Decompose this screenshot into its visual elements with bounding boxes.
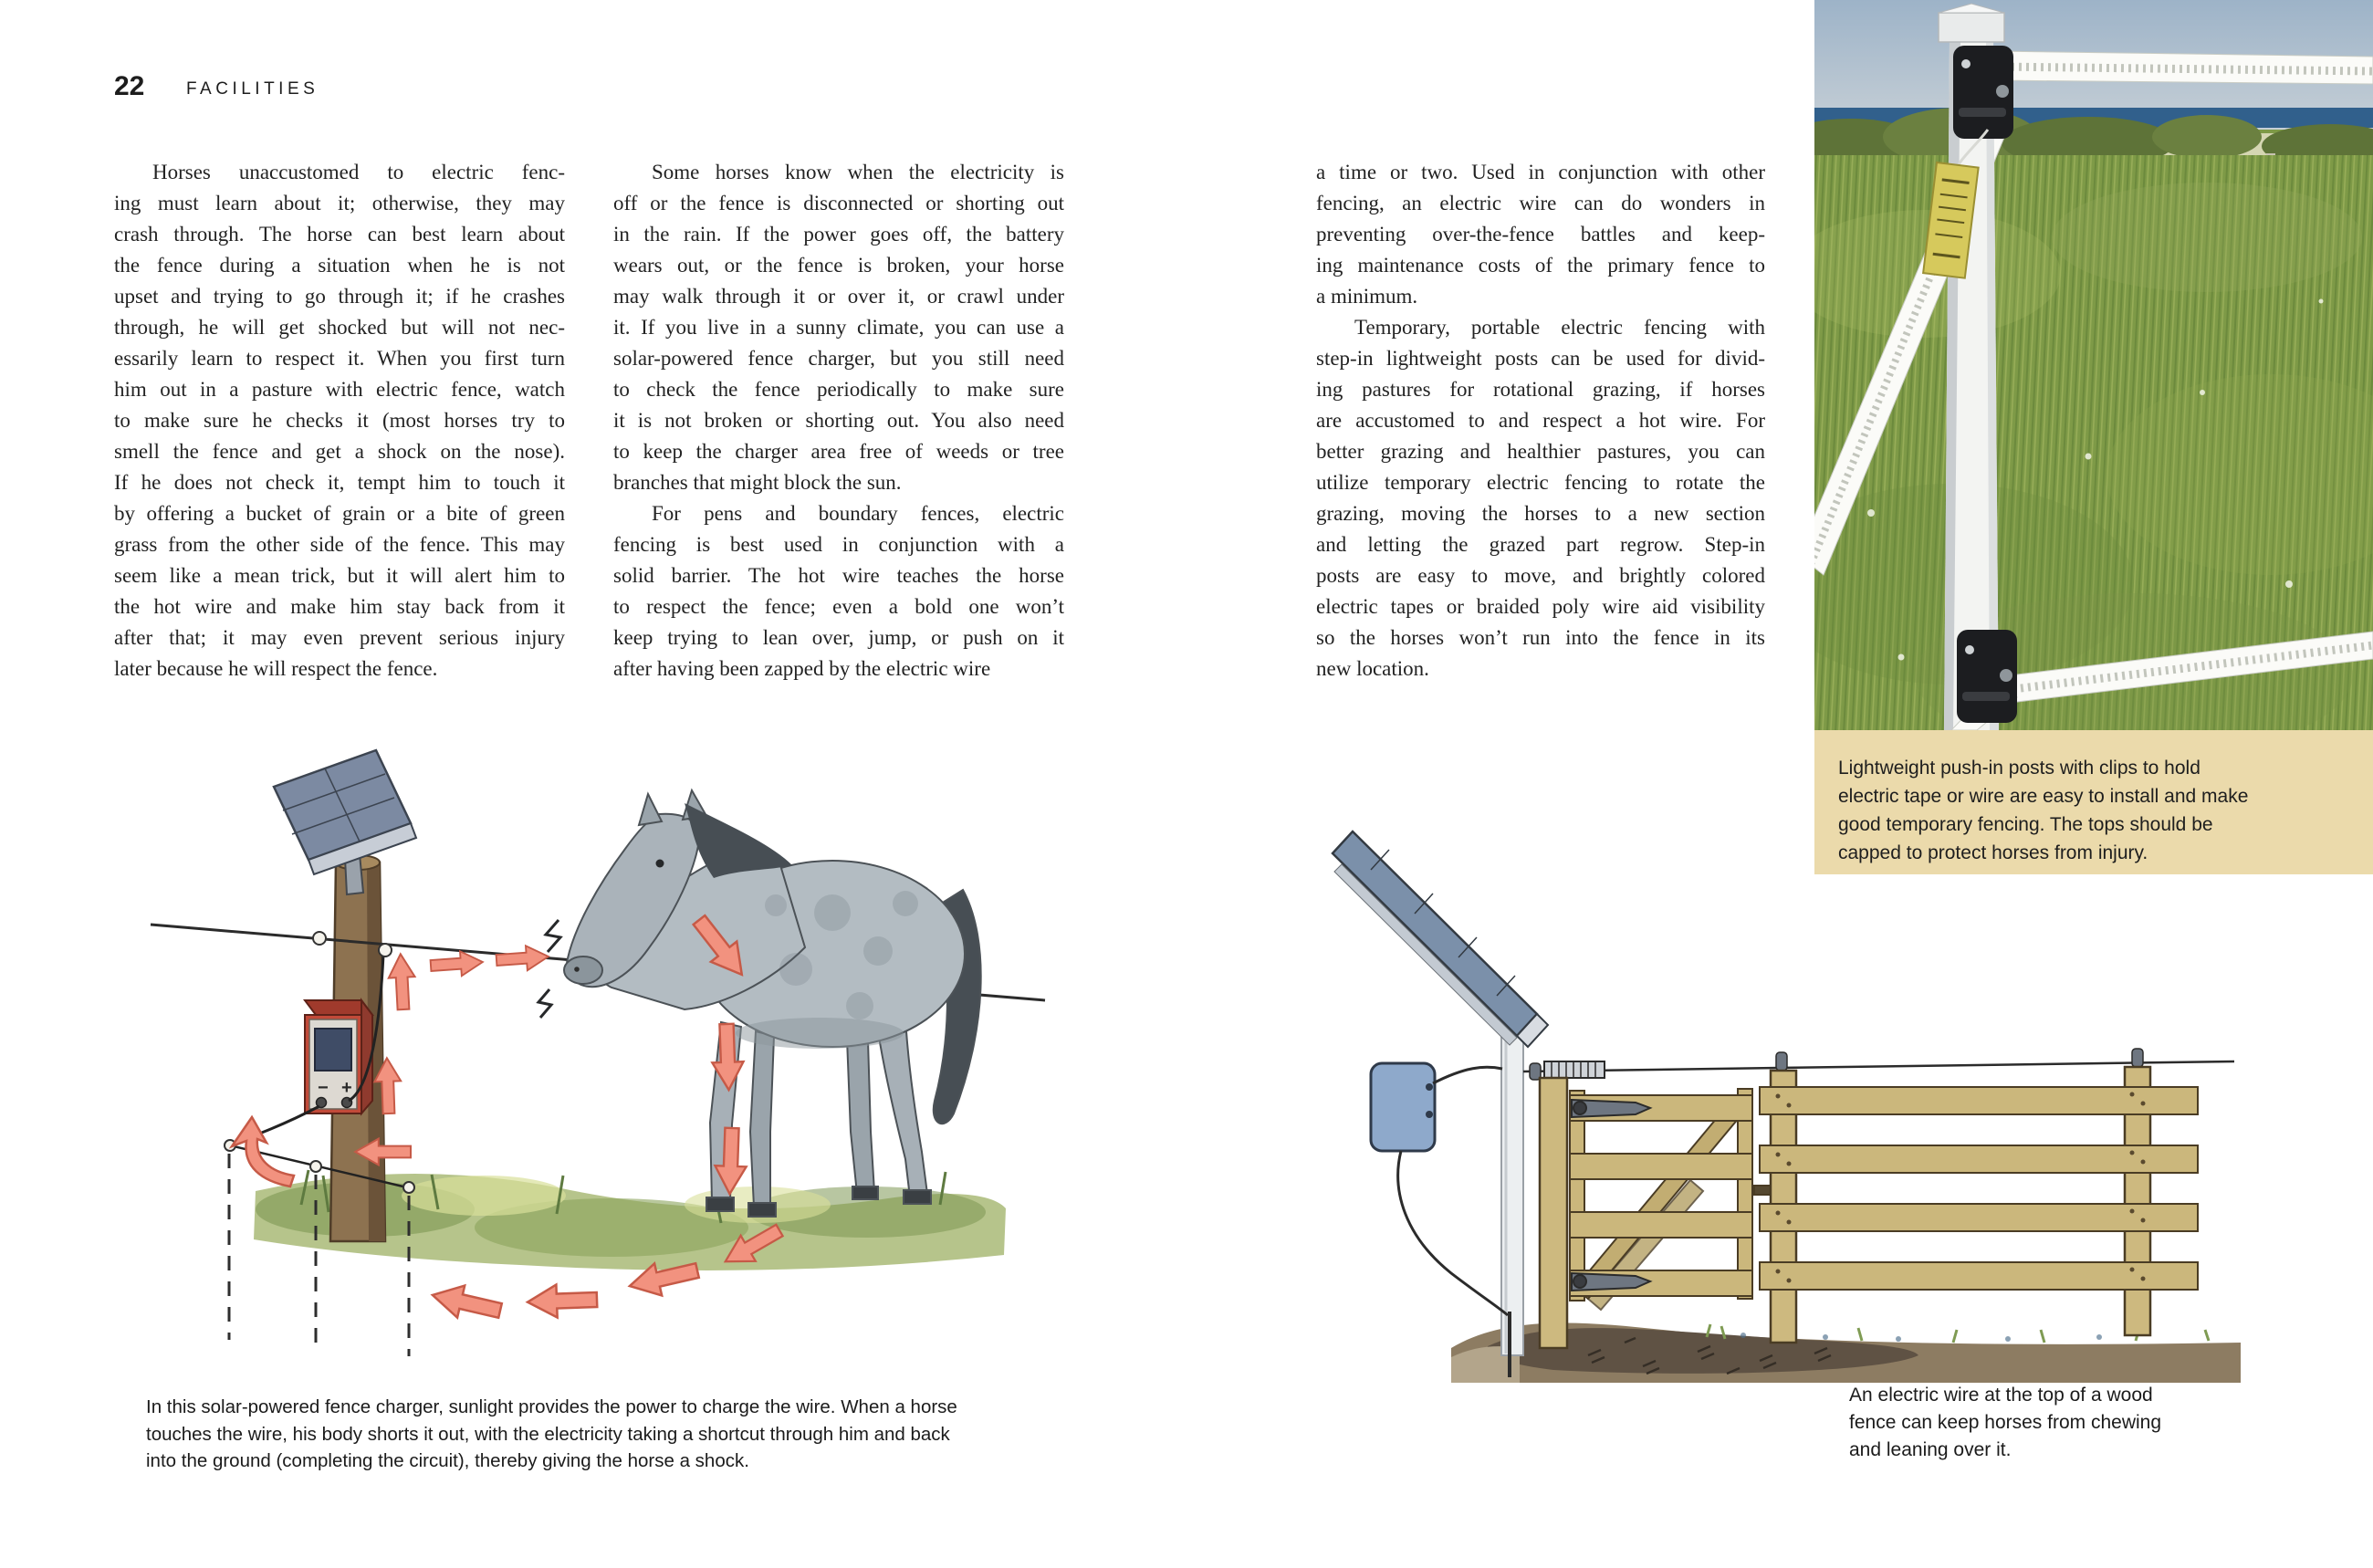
text-line: grazing, moving the horses to a new section — [1316, 502, 1765, 525]
text-line: so the horses won’t run into the fence in its — [1316, 626, 1765, 649]
text-line: upset and trying to go through it; if he crashes — [114, 285, 565, 308]
text-line: are accustomed to and respect a hot wire. For — [1316, 409, 1765, 432]
text-line: essarily learn to respect it. When you first turn — [114, 347, 565, 370]
text-line: posts are easy to move, and brightly colored — [1316, 564, 1765, 587]
charger-minus-label: − — [318, 1078, 329, 1098]
text-line: electric tapes or braided poly wire aid visibility — [1316, 595, 1765, 618]
panel-pole — [1501, 1032, 1523, 1355]
text-line: to make sure he checks it (most horses try to — [114, 409, 565, 432]
fence-charger — [305, 1000, 372, 1113]
text-line: smell the fence and get a shock on the nose). — [114, 440, 565, 463]
text-line: to keep the charger area free of weeds or tree — [613, 440, 1064, 463]
caption-line: In this solar-powered fence charger, sunlight provides the power to charge the wire. When a horse — [146, 1396, 957, 1417]
text-line: keep trying to lean over, jump, or push on it — [613, 626, 1064, 649]
text-line: to respect the fence; even a bold one won’t — [613, 595, 1064, 618]
text-line: step-in lightweight posts can be used for divid- — [1316, 347, 1765, 370]
horse-circuit-illustration — [137, 730, 1050, 1369]
caption-line: electric tape or wire are easy to install and make — [1838, 786, 2249, 807]
caption-line: and leaning over it. — [1849, 1439, 2012, 1460]
text-line: to check the fence periodically to make sure — [613, 378, 1064, 401]
text-line: If he does not check it, tempt him to touch it — [114, 471, 565, 494]
text-line: seem like a mean trick, but it will alert him to — [114, 564, 565, 587]
text-line: ing must learn about it; otherwise, they may — [114, 192, 565, 214]
gate-latch — [1754, 1186, 1771, 1195]
caption-line: into the ground (completing the circuit), thereby giving the horse a shock. — [146, 1450, 749, 1471]
right-illustration-caption — [1849, 1382, 2251, 1464]
text-line: off or the fence is disconnected or shorting out — [613, 192, 1064, 214]
solar-panel — [1333, 831, 1548, 1047]
text-line: through, he will get shocked but will not nec- — [114, 316, 565, 339]
caption-line: capped to protect horses from injury. — [1838, 842, 2148, 863]
text-line: ing maintenance costs of the primary fence to — [1316, 254, 1765, 277]
charger-plus-label: + — [341, 1078, 352, 1098]
text-line: in the rain. If the power goes off, the battery — [613, 223, 1064, 246]
text-line: branches that might block the sun. — [613, 471, 902, 494]
body-column-3 — [1316, 157, 1765, 685]
gate — [1570, 1089, 1771, 1310]
text-line: him out in a pasture with electric fence, watch — [114, 378, 565, 401]
caption-line: fence can keep horses from chewing — [1849, 1412, 2162, 1433]
text-line: ing pastures for rotational grazing, if horses — [1316, 378, 1765, 401]
text-line: the hot wire and make him stay back from it — [114, 595, 565, 618]
text-line: solar-powered fence charger, but you still need — [613, 347, 1064, 370]
solar-panel — [274, 750, 416, 894]
caption-line: Lightweight push-in posts with clips to hold — [1838, 758, 2201, 779]
text-line: crash through. The horse can best learn about — [114, 223, 565, 246]
body-column-2 — [613, 157, 1064, 685]
text-line: fencing is best used in conjunction with a — [613, 533, 1064, 556]
paragraph — [1316, 312, 1765, 685]
post-cap — [1939, 13, 2004, 42]
text-line: a time or two. Used in conjunction with other — [1316, 161, 1765, 183]
paragraph — [613, 498, 1064, 685]
body-column-1 — [114, 157, 565, 685]
text-line: Horses unaccustomed to electric fenc- — [152, 161, 565, 183]
paragraph — [1316, 157, 1765, 312]
fence-charger — [1371, 1063, 1435, 1151]
text-line: it is not broken or shorting out. You also need — [613, 409, 1064, 432]
text-line: grass from the other side of the fence. This may — [114, 533, 565, 556]
text-line: preventing over-the-fence battles and keep- — [1316, 223, 1765, 246]
photo-scene — [1814, 0, 2373, 730]
text-line: For pens and boundary fences, electric — [652, 502, 1064, 525]
text-line: new location. — [1316, 657, 1429, 680]
text-line: later because he will respect the fence. — [114, 657, 438, 680]
text-line: may walk through it or over it, or crawl under — [613, 285, 1064, 308]
text-line: wears out, or the fence is broken, your horse — [613, 254, 1064, 277]
text-line: fencing, an electric wire can do wonders in — [1316, 192, 1765, 214]
text-line: Some horses know when the electricity is — [652, 161, 1064, 183]
text-line: Temporary, portable electric fencing with — [1354, 316, 1765, 339]
text-line: utilize temporary electric fencing to rotate the — [1316, 471, 1765, 494]
text-line: it. If you live in a sunny climate, you can use a — [613, 316, 1064, 339]
tape-clip-lower — [1957, 630, 2017, 723]
page-number: 22 — [114, 71, 145, 101]
text-line: and letting the grazed part regrow. Step-in — [1316, 533, 1765, 556]
caption-line: An electric wire at the top of a wood — [1849, 1385, 2153, 1406]
caption-line: touches the wire, his body shorts it out, with the electricity taking a shortcut through him and back — [146, 1423, 950, 1445]
shock-sparks — [538, 920, 560, 1018]
text-line: by offering a bucket of grain or a bite of green — [114, 502, 565, 525]
fence-rails — [1760, 1067, 2198, 1343]
wire-tensioner — [1544, 1061, 1605, 1078]
tape-clip-upper — [1953, 46, 2013, 139]
gate-post — [1540, 1078, 1567, 1348]
soil — [1451, 1323, 2241, 1384]
paragraph — [613, 157, 1064, 498]
fence-gate-illustration — [1314, 799, 2245, 1383]
text-line: solid barrier. The hot wire teaches the horse — [613, 564, 1064, 587]
text-line: a minimum. — [1316, 285, 1418, 308]
section-title: FACILITIES — [186, 79, 319, 99]
paragraph — [114, 157, 565, 685]
horse — [564, 790, 981, 1217]
text-line: after having been zapped by the electric wire — [613, 657, 991, 680]
text-line: better grazing and healthier pastures, you can — [1316, 440, 1765, 463]
text-line: the fence during a situation when he is not — [114, 254, 565, 277]
text-line: after that; it may even prevent serious injury — [114, 626, 565, 649]
caption-line: good temporary fencing. The tops should be — [1838, 814, 2213, 835]
left-illustration-caption — [146, 1394, 1100, 1475]
fence-post-photo — [1814, 0, 2373, 730]
electric-tape-top — [1993, 51, 2373, 84]
